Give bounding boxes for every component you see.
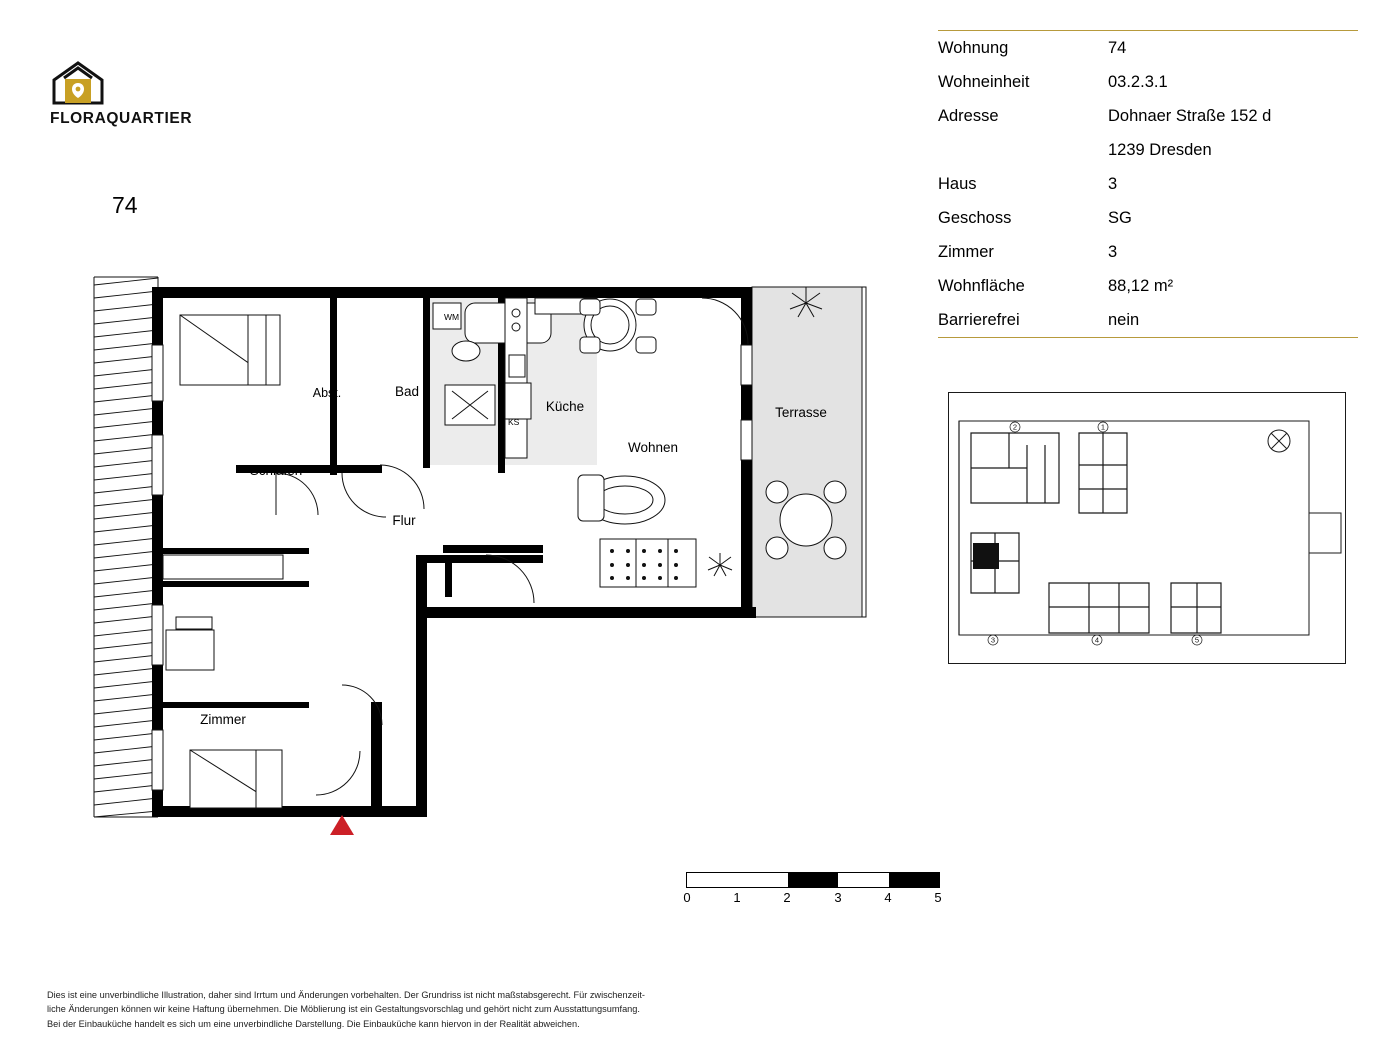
table-row: [938, 99, 1358, 133]
terrace-area: [752, 287, 862, 617]
scale-label: 2: [783, 890, 791, 905]
room-label-wohnen: Wohnen: [627, 440, 679, 455]
floorplan-drawing: [80, 265, 890, 855]
disclaimer-line-1: Dies ist eine unverbindliche Illustration, daher sind Irrtum und Änderungen vorbehalten. Der Grundriss ist nicht maßstabsgerecht. Für zwischenzeit-: [47, 990, 645, 1000]
table-row: [938, 269, 1358, 303]
info-key: Barrierefrei: [938, 310, 1020, 329]
room-label-zimmer: Zimmer: [200, 712, 246, 727]
brand-logo: [50, 60, 270, 140]
highlighted-unit: [973, 543, 999, 569]
table-row: [938, 201, 1358, 235]
info-value: 1239 Dresden: [1108, 140, 1212, 159]
info-value: 03.2.3.1: [1108, 72, 1168, 91]
house-flower-logo-icon: [50, 60, 106, 106]
info-value: Dohnaer Straße 152 d: [1108, 106, 1272, 125]
info-key: Haus: [938, 174, 977, 193]
table-row: [938, 133, 1358, 167]
appliance-label-ks: KS: [508, 417, 520, 427]
table-row: [938, 167, 1358, 201]
info-key: Wohnung: [938, 38, 1009, 57]
info-table: [938, 31, 1358, 337]
facade-hatch: [94, 277, 158, 817]
info-key: Adresse: [938, 106, 999, 125]
room-label-bad: Bad: [394, 384, 420, 399]
info-key: Wohnfläche: [938, 276, 1025, 295]
site-building-number: 2: [1012, 422, 1018, 432]
disclaimer-line-3: Bei der Einbauküche handelt es sich um eine unverbindliche Darstellung. Die Einbauküche kann hiervon in der Realität abweichen.: [47, 1018, 580, 1029]
info-value: 88,12 m²: [1108, 276, 1174, 295]
scale-bar: [683, 872, 942, 914]
info-key: [938, 133, 1108, 167]
plant-icon: [708, 553, 732, 576]
site-building-number: 3: [990, 635, 996, 645]
info-bottom-rule: [938, 337, 1358, 338]
site-building-number: 4: [1094, 635, 1100, 645]
scale-bar-block: [889, 873, 939, 887]
site-plan: [948, 392, 1346, 664]
scale-bar-block: [788, 873, 838, 887]
apartment-number: 74: [112, 192, 138, 218]
info-value: SG: [1108, 208, 1132, 227]
info-key: Geschoss: [938, 208, 1012, 227]
table-row: [938, 303, 1358, 337]
site-building-number: 1: [1100, 422, 1106, 432]
disclaimer-text: [47, 988, 727, 1031]
appliance-label-wm: WM: [444, 312, 460, 322]
table-row: [938, 31, 1358, 65]
info-value: 74: [1108, 38, 1127, 57]
scale-label: 5: [934, 890, 942, 905]
room-label-abst: Abst.: [312, 386, 342, 400]
scale-bar-track: [686, 872, 940, 888]
brand-name: FLORAQUARTIER: [50, 110, 193, 127]
table-row: [938, 65, 1358, 99]
info-value: 3: [1108, 242, 1118, 261]
bedroom-furniture: [163, 315, 283, 579]
info-value: 3: [1108, 174, 1118, 193]
room-label-kueche: Küche: [545, 399, 585, 414]
table-row: [938, 235, 1358, 269]
scale-label: 3: [834, 890, 842, 905]
room-label-schlafen: Schlafen: [249, 463, 303, 478]
room-label-terrasse: Terrasse: [775, 405, 827, 420]
room-label-flur: Flur: [392, 513, 416, 528]
disclaimer-line-2: liche Änderungen können wir keine Haftung übernehmen. Die Möblierung ist ein Gestaltungsvorschlag und gehört nicht zum Ausstattungsumfang.: [47, 1004, 640, 1015]
info-key: Wohneinheit: [938, 72, 1030, 91]
info-panel: [938, 30, 1358, 338]
north-arrow-icon: [330, 815, 354, 835]
scale-label: 4: [884, 890, 892, 905]
info-key: Zimmer: [938, 242, 994, 261]
info-value: nein: [1108, 310, 1140, 329]
site-building-number: 5: [1194, 635, 1200, 645]
scale-label: 1: [733, 890, 741, 905]
scale-label: 0: [683, 890, 691, 905]
